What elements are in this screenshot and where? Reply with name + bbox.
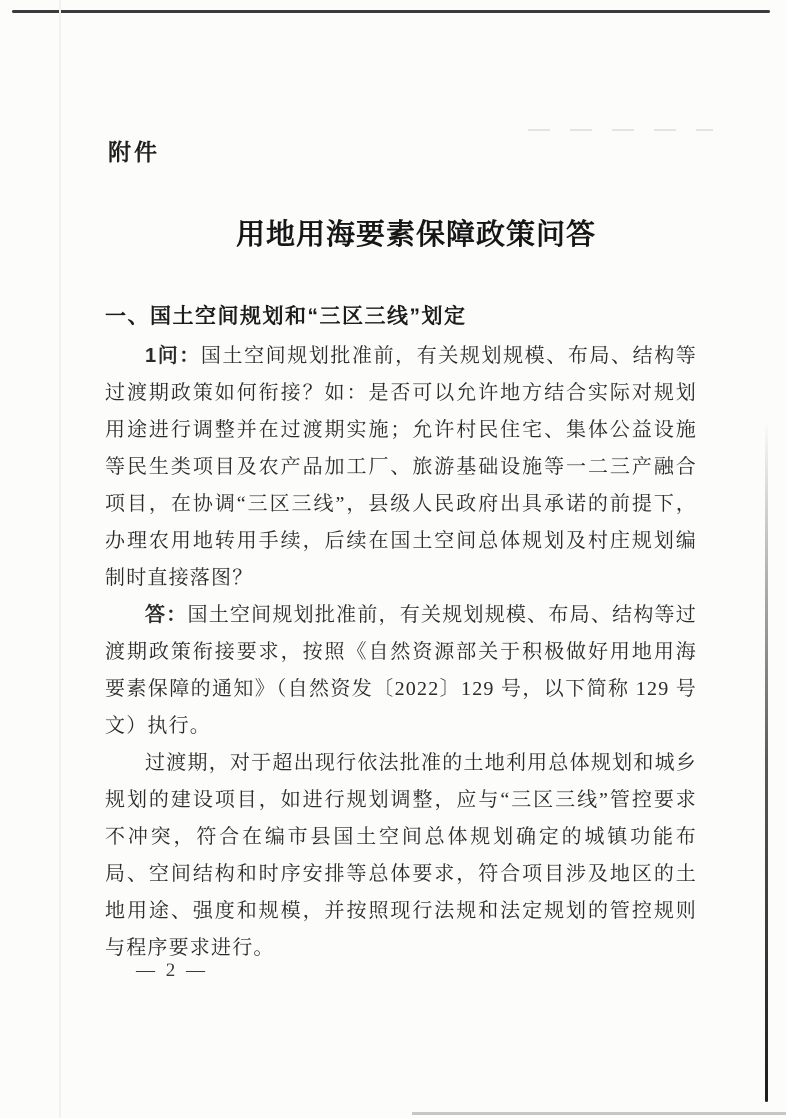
answer-continued-body: 过渡期，对于超出现行依法批准的土地利用总体规划和城乡规划的建设项目，如进行规划调整，应与“三区三线”管控要求不冲突，符合在编市县国土空间总体规划确定的城镇功能布局、空间结构和时序安排等总体要求，符合项目涉及地区的土地用途、强度和规模，并按照现行法规和法定规划的管控规则与程序要求进行。 [105, 752, 697, 959]
attachment-label: 附件 [108, 139, 160, 165]
question-body: 国土空间规划批准前，有关规划规模、布局、结构等过渡期政策如何衔接？如：是否可以允许地方结合实际对规划用途进行调整并在过渡期实施；允许村民住宅、集体公益设施等民生类项目及农产品加工厂、旅游基础设施等一二三产融合项目，在协调“三区三线”，县级人民政府出具承诺的前提下，办理农用地转用手续，后续在国土空间总体规划及村庄规划编制时直接落图？ [105, 345, 697, 589]
page-number: — 2 — [136, 960, 208, 981]
scan-right-edge-line [765, 420, 768, 1102]
paragraph-answer-1 [105, 597, 697, 745]
scan-bottom-edge-line [412, 1112, 786, 1115]
document-title: 用地用海要素保障政策问答 [235, 219, 596, 251]
paragraph-answer-2 [105, 745, 697, 967]
section-heading: 一、国土空间规划和“三区三线”划定 [105, 305, 467, 328]
answer-lead: 答： [145, 604, 188, 626]
paragraph-question-1 [105, 338, 697, 597]
question-lead: 1问： [145, 345, 201, 367]
answer-body: 国土空间规划批准前，有关规划规模、布局、结构等过渡期政策衔接要求，按照《自然资源部关于积极做好用地用海要素保障的通知》（自然资发〔2022〕129 号，以下简称 129 号文）执行。 [105, 604, 697, 737]
scan-top-edge-line [12, 10, 770, 13]
scan-fold-line [59, 0, 61, 1118]
body-text [105, 338, 697, 967]
scan-smudge [528, 129, 713, 131]
